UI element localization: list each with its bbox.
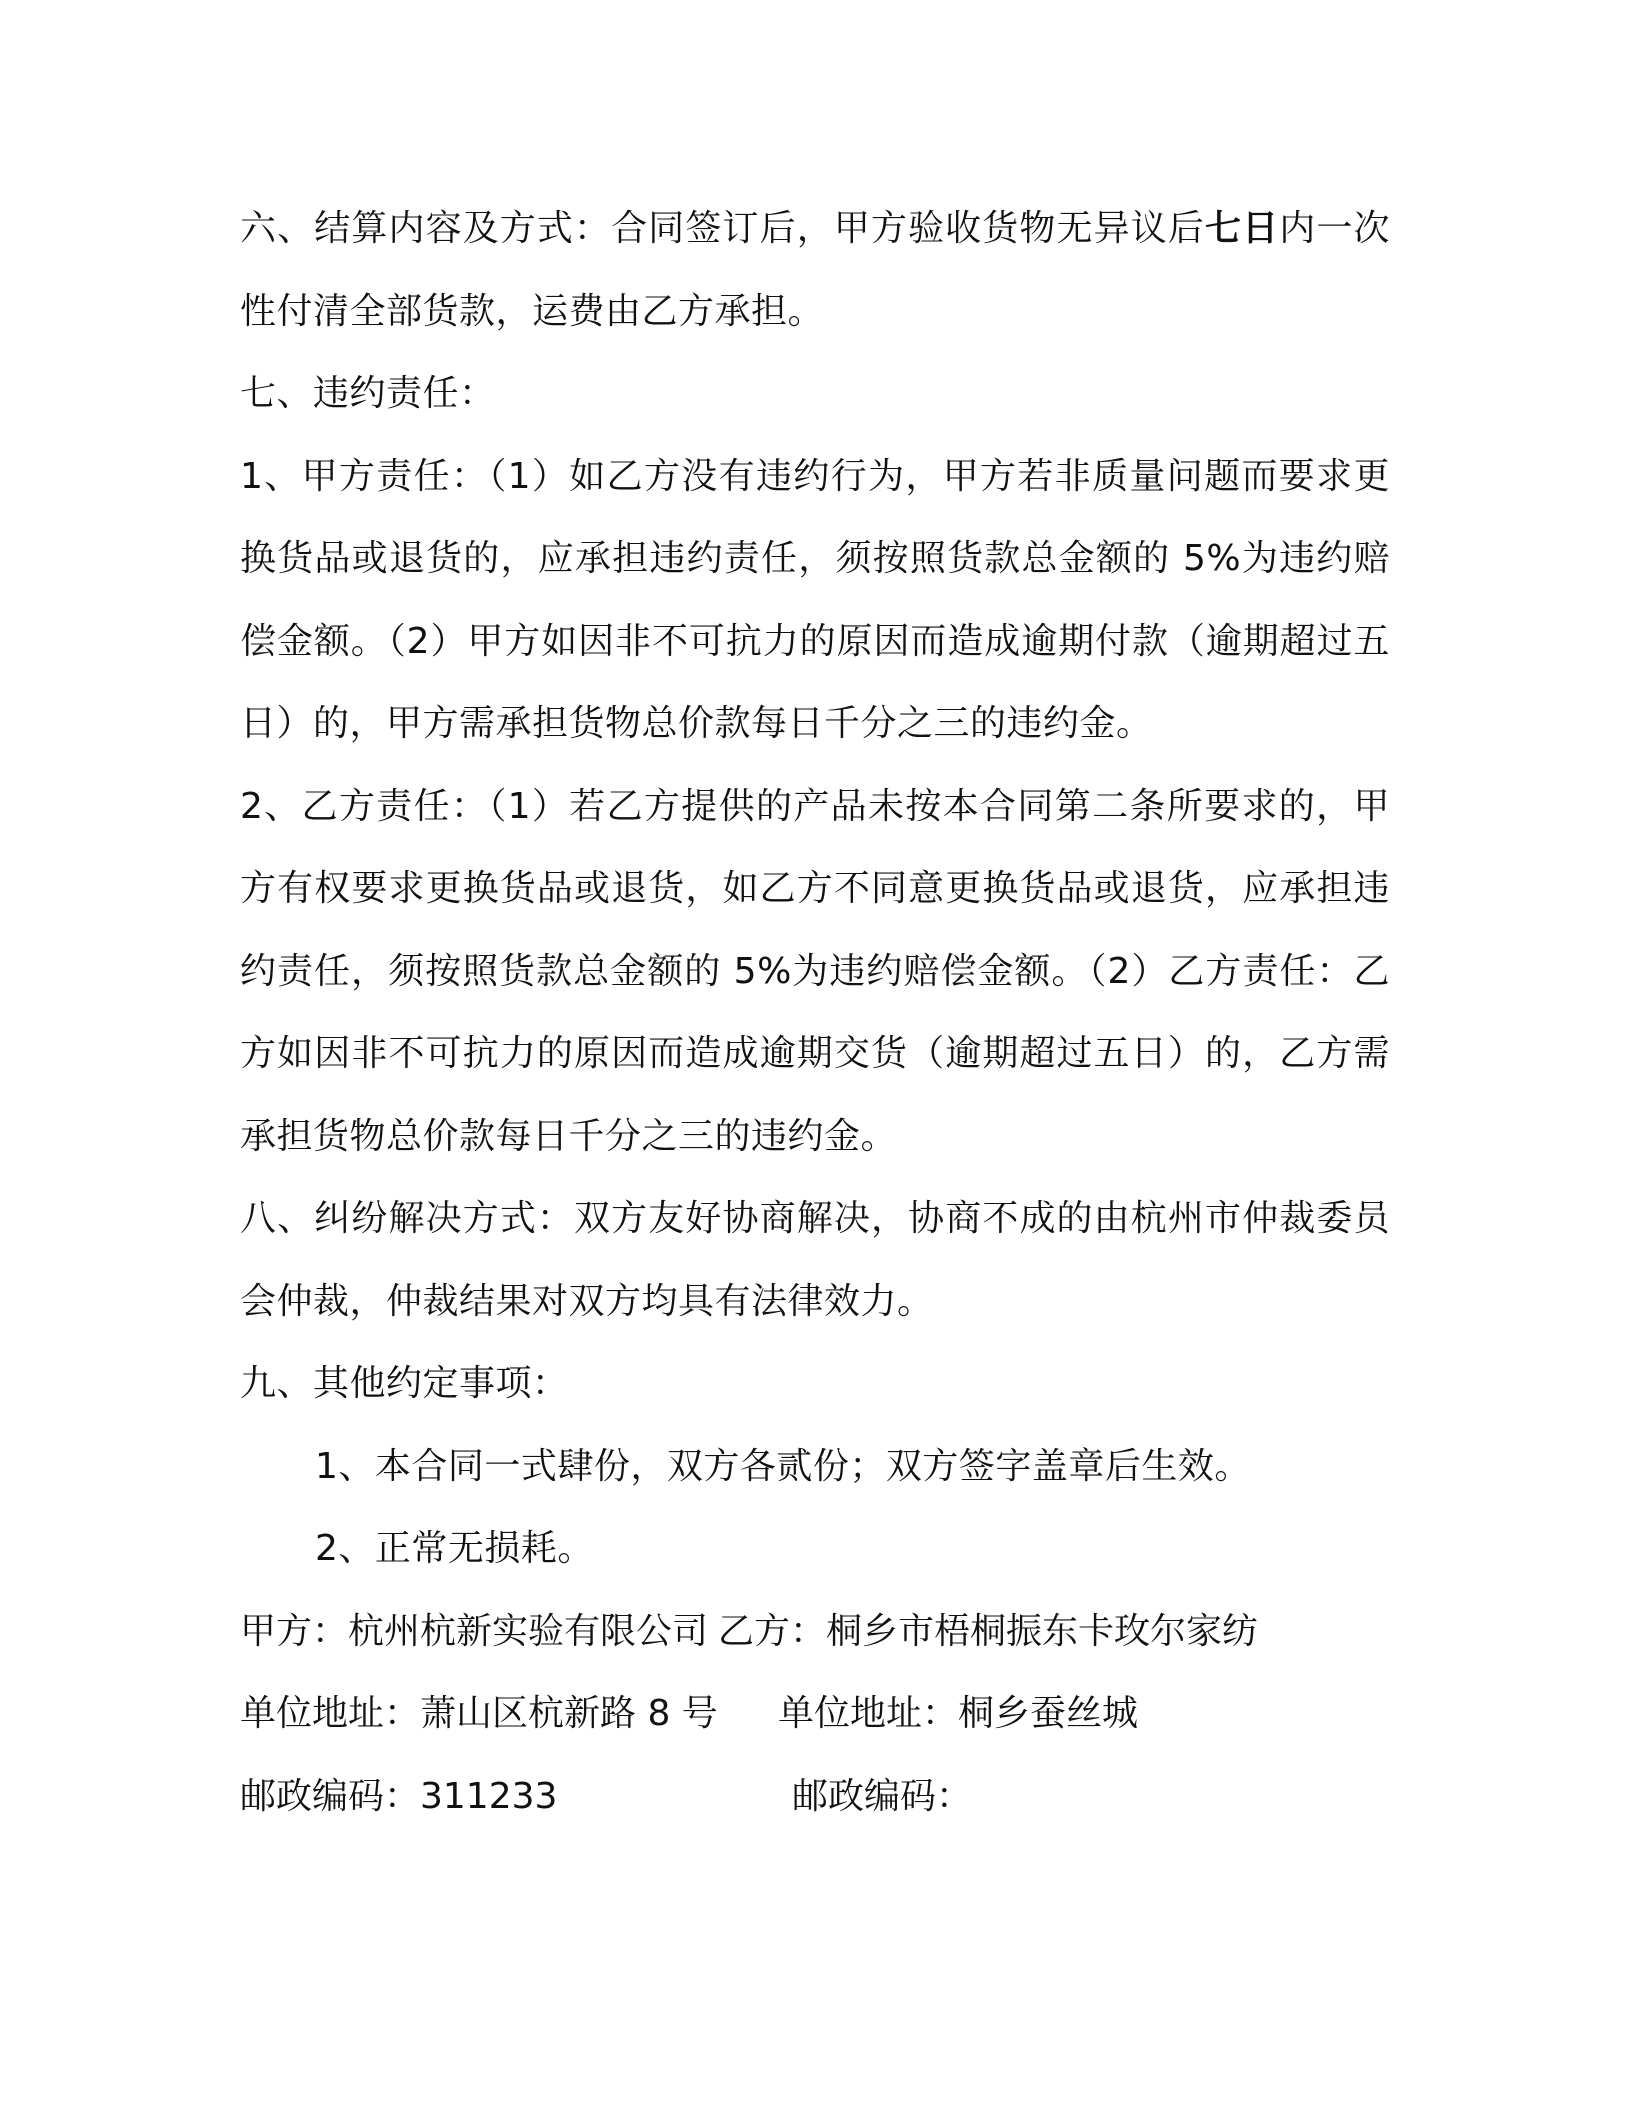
clause-6-text-after: 内一次性付清全部货款，运费由乙方承担。 [240, 208, 1390, 332]
party-b-address: 单位地址：桐乡蚕丝城 [778, 1693, 1139, 1734]
party-a-address: 单位地址：萧山区杭新路 8 号 [240, 1693, 718, 1734]
signature-row-parties [240, 1591, 1390, 1674]
clause-9-item-2: 2、正常无损耗。 [315, 1528, 594, 1569]
clause-9-heading: 九、其他约定事项： [240, 1363, 569, 1404]
clause-9-item-1: 1、本合同一式肆份，双方各贰份；双方签字盖章后生效。 [315, 1445, 1251, 1487]
contract-body [240, 188, 1390, 1838]
signature-row-address [240, 1673, 1390, 1756]
clause-8-dispute-resolution: 八、纠纷解决方式：双方友好协商解决，协商不成的由杭州市仲裁委员会仲裁，仲裁结果对双方均具有法律效力。 [240, 1198, 1390, 1322]
party-b-postcode: 邮政编码： [792, 1775, 973, 1817]
party-b-name: 乙方：桐乡市梧桐振东卡玫尔家纺 [718, 1610, 1259, 1652]
clause-6-text-before: 六、结算内容及方式：合同签订后，甲方验收货物无异议后 [240, 208, 1205, 249]
party-a-postcode: 邮政编码：311233 [240, 1775, 558, 1817]
clause-6-settlement [240, 188, 1390, 353]
clause-7-1-party-a-liability: 1、甲方责任：（1）如乙方没有违约行为，甲方若非质量问题而要求更换货品或退货的，应承担违约责任，须按照货款总金额的 5%为违约赔偿金额。（2）甲方如因非不可抗力的原因而造成逾期付款（逾期超过五日）的，甲方需承担货物总价款每日千分之三的违约金。 [240, 455, 1390, 744]
clause-6-bold-term: 七日 [1205, 208, 1280, 249]
clause-7-2-party-b-liability: 2、乙方责任：（1）若乙方提供的产品未按本合同第二条所要求的，甲方有权要求更换货品或退货，如乙方不同意更换货品或退货，应承担违约责任，须按照货款总金额的 5%为违约赔偿金额。（2）乙方责任：乙方如因非不可抗力的原因而造成逾期交货（逾期超过五日）的，乙方需承担货物总价款每日千分之三的违约金。 [240, 785, 1390, 1157]
clause-7-heading: 七、违约责任： [240, 373, 496, 414]
party-a-name: 甲方：杭州杭新实验有限公司 [240, 1610, 709, 1652]
signature-row-postcode [240, 1756, 1390, 1839]
